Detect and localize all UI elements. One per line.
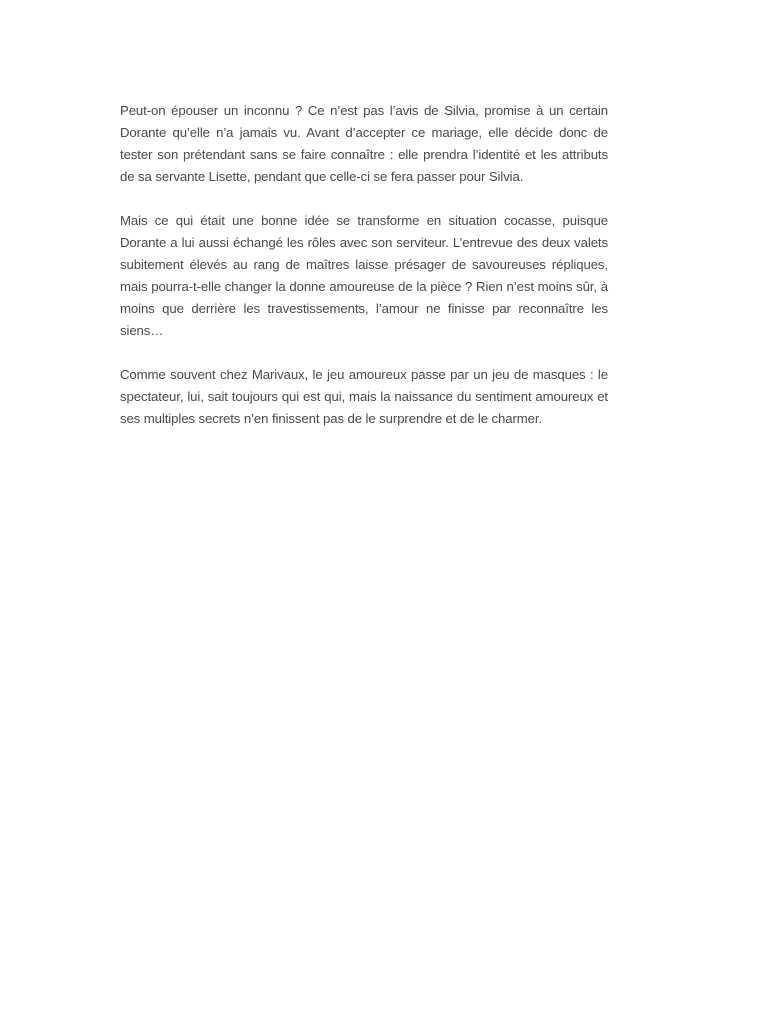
text-body: [120, 100, 608, 452]
paragraph-2: Mais ce qui était une bonne idée se transforme en situation cocasse, puisque Dorante a lui aussi échangé les rôles avec son serviteur. L’entrevue des deux valets subitement élevés au rang de maîtres laisse présager de savoureuses répliques, mais pourra-t-elle changer la donne amoureuse de la pièce ? Rien n’est moins sûr, à moins que derrière les travestissements, l’amour ne finisse par reconnaître les siens…: [120, 213, 608, 338]
paragraph-3: Comme souvent chez Marivaux, le jeu amoureux passe par un jeu de masques : le spectateur, lui, sait toujours qui est qui, mais la naissance du sentiment amoureux et ses multiples secrets n’en finissent pas de le surprendre et de le charmer.: [120, 367, 608, 426]
paragraph-1: Peut-on épouser un inconnu ? Ce n’est pas l’avis de Silvia, promise à un certain Dorante qu’elle n’a jamais vu. Avant d’accepter ce mariage, elle décide donc de tester son prétendant sans se faire connaître : elle prendra l’identité et les attributs de sa servante Lisette, pendant que celle-ci se fera passer pour Silvia.: [120, 103, 608, 184]
